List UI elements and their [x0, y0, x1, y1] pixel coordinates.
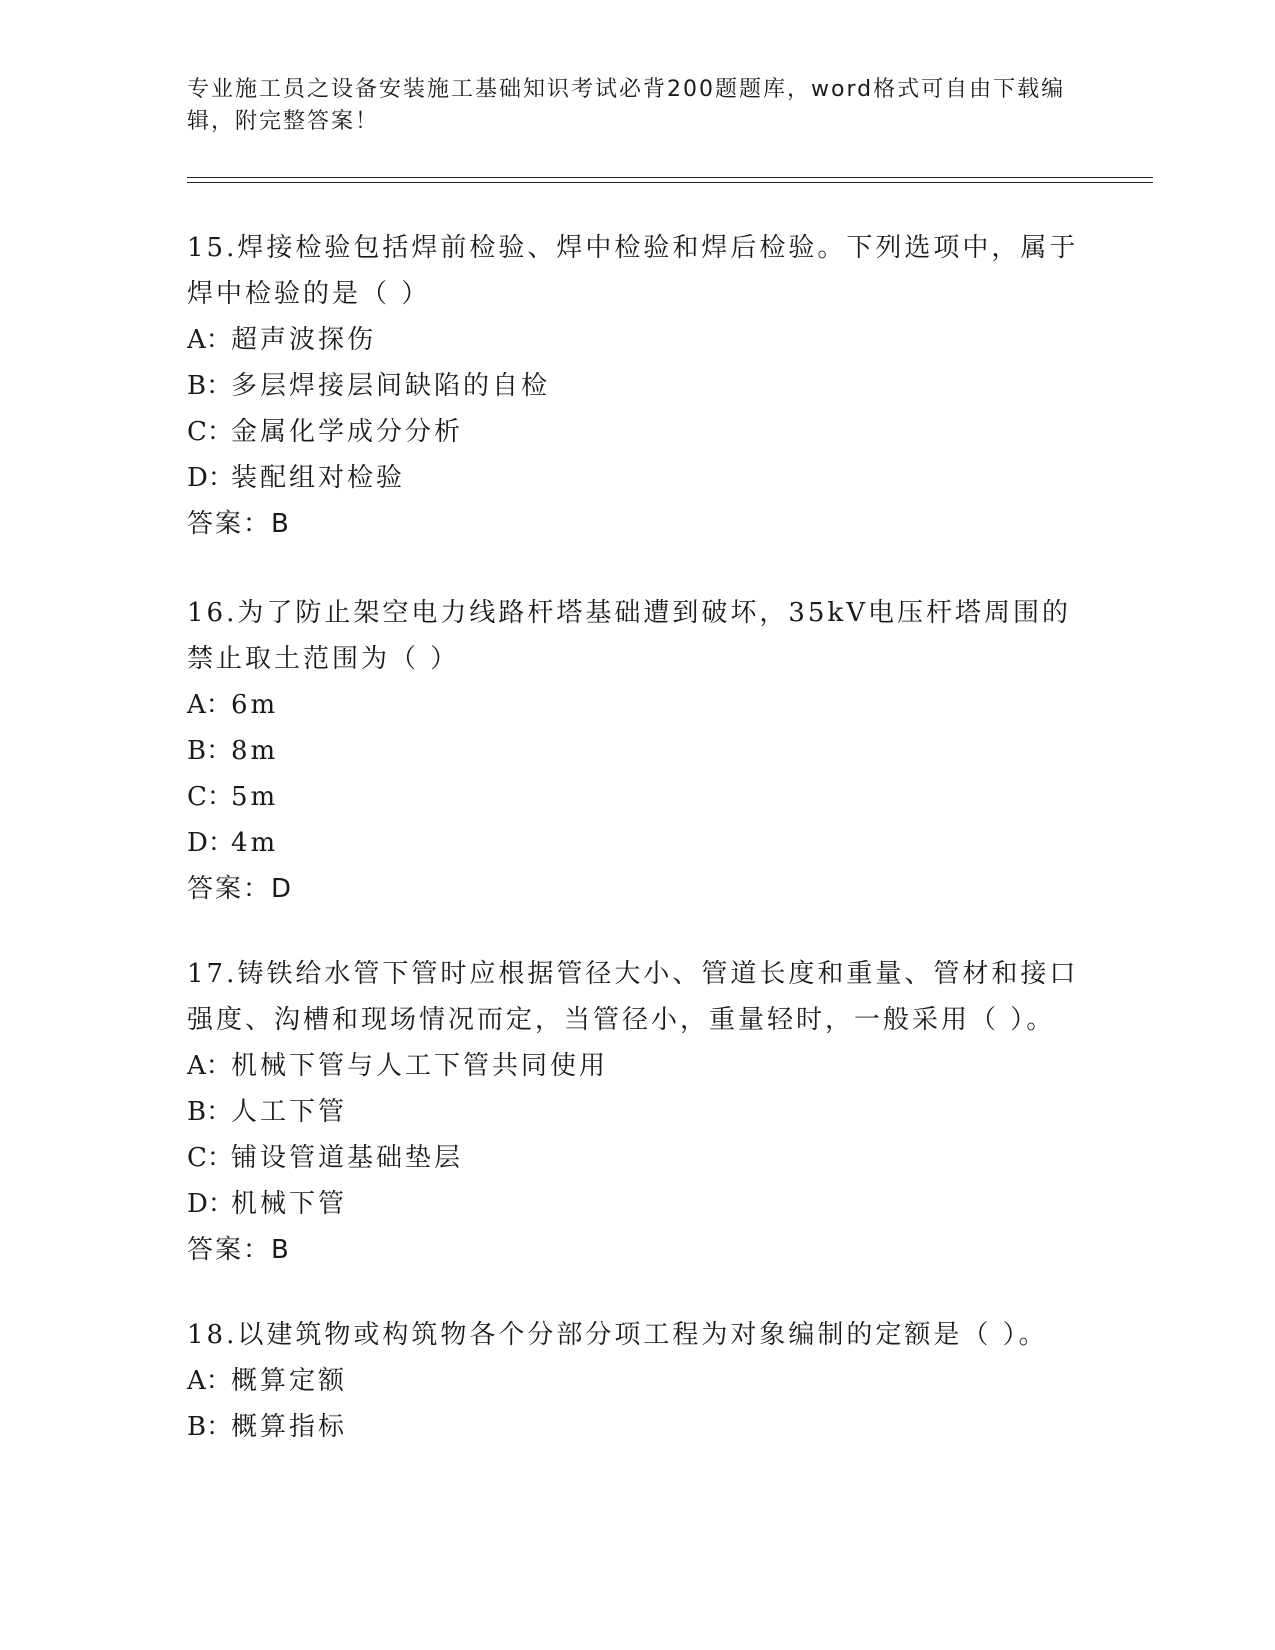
option-d	[187, 1181, 1087, 1227]
option-text: 6m	[231, 690, 279, 720]
option-key: A：	[187, 325, 232, 355]
question-stem: 17.铸铁给水管下管时应根据管径大小、管道长度和重量、管材和接口强度、沟槽和现场情况而定，当管径小，重量轻时，一般采用（ ）。	[187, 959, 1079, 1035]
option-b	[187, 363, 1087, 409]
option-text: 铺设管道基础垫层	[231, 1143, 464, 1173]
answer-line: 答案：D	[187, 874, 294, 904]
question-17	[187, 951, 1087, 1273]
option-text: 5m	[231, 782, 279, 812]
option-text: 机械下管与人工下管共同使用	[231, 1051, 609, 1081]
option-a	[187, 682, 1087, 728]
option-b	[187, 728, 1087, 774]
question-stem: 15.焊接检验包括焊前检验、焊中检验和焊后检验。下列选项中，属于焊中检验的是（ ）	[187, 233, 1079, 309]
option-key: A：	[187, 1051, 232, 1081]
option-text: 概算定额	[231, 1366, 348, 1396]
option-key: A：	[187, 1366, 232, 1396]
header-divider-bottom	[187, 182, 1153, 183]
option-key: C：	[187, 1143, 233, 1173]
option-text: 多层焊接层间缺陷的自检	[231, 371, 551, 401]
header-divider-top	[187, 177, 1153, 178]
answer-line: 答案：B	[187, 509, 291, 539]
option-text: 8m	[231, 736, 279, 766]
option-text: 超声波探伤	[231, 325, 377, 355]
question-15	[187, 225, 1087, 547]
document-header: 专业施工员之设备安装施工基础知识考试必背200题题库，word格式可自由下载编辑，附完整答案！	[187, 77, 1066, 134]
option-text: 概算指标	[231, 1412, 348, 1442]
question-16	[187, 590, 1087, 912]
option-key: C：	[187, 782, 233, 812]
option-a	[187, 1358, 1087, 1404]
option-b	[187, 1089, 1087, 1135]
option-c	[187, 774, 1087, 820]
option-text: 装配组对检验	[231, 463, 406, 493]
option-text: 金属化学成分分析	[231, 417, 464, 447]
option-d	[187, 455, 1087, 501]
option-key: C：	[187, 417, 233, 447]
option-key: D：	[187, 1189, 234, 1219]
option-key: B：	[187, 1097, 233, 1127]
option-key: D：	[187, 463, 234, 493]
option-a	[187, 317, 1087, 363]
option-c	[187, 1135, 1087, 1181]
answer-line: 答案：B	[187, 1235, 291, 1265]
question-stem: 18.以建筑物或构筑物各个分部分项工程为对象编制的定额是（ ）。	[187, 1320, 1048, 1350]
option-b	[187, 1404, 1087, 1450]
question-stem: 16.为了防止架空电力线路杆塔基础遭到破坏，35kV电压杆塔周围的禁止取土范围为（ ）	[187, 598, 1071, 674]
option-key: B：	[187, 371, 233, 401]
option-text: 4m	[231, 828, 279, 858]
option-text: 人工下管	[231, 1097, 348, 1127]
option-key: B：	[187, 736, 233, 766]
option-text: 机械下管	[231, 1189, 348, 1219]
option-key: B：	[187, 1412, 233, 1442]
option-key: D：	[187, 828, 234, 858]
question-18	[187, 1312, 1087, 1450]
option-a	[187, 1043, 1087, 1089]
option-key: A：	[187, 690, 232, 720]
option-c	[187, 409, 1087, 455]
option-d	[187, 820, 1087, 866]
